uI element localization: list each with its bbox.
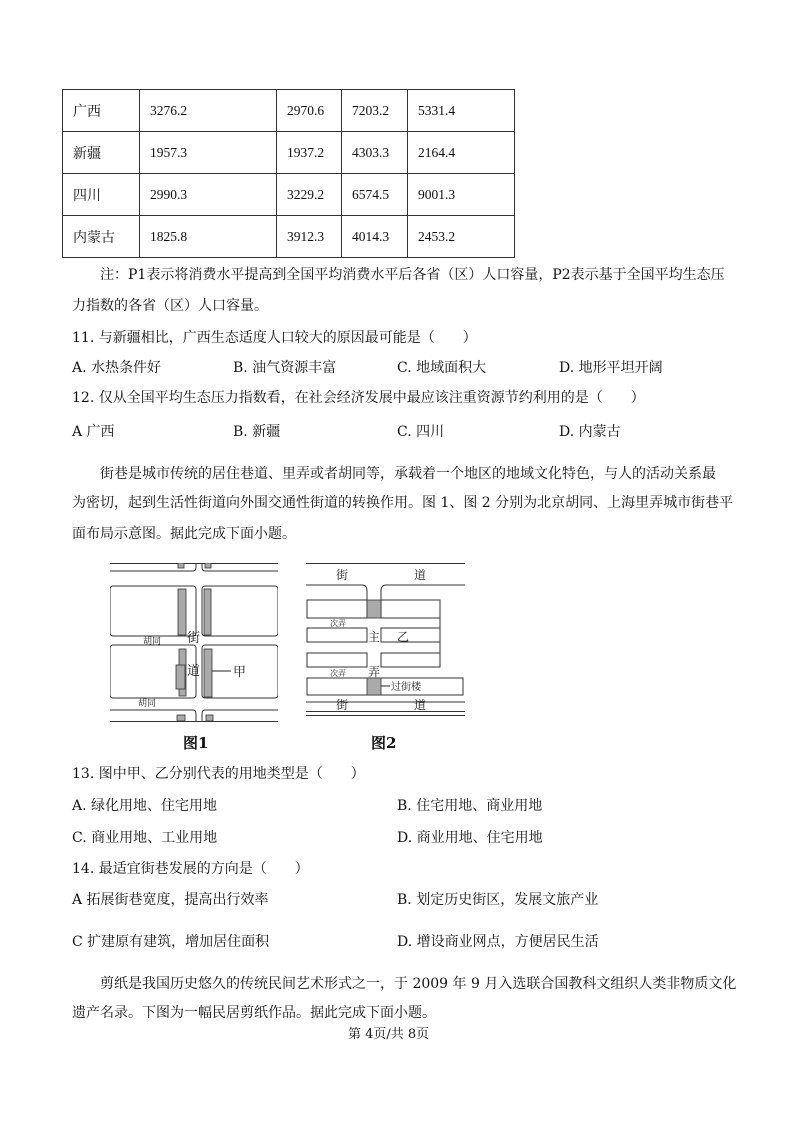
option-b: B. 划定历史街区，发展文旅产业 — [397, 892, 599, 908]
label-hutong: 胡同 — [143, 637, 162, 647]
label-street: 街 — [336, 698, 349, 712]
label-overpass-building: 过街楼 — [391, 682, 421, 693]
label-street: 道 — [414, 568, 427, 582]
label-hutong: 胡同 — [138, 699, 157, 709]
label-street: 道 — [414, 698, 427, 712]
option-d: D. 商业用地、住宅用地 — [397, 830, 543, 846]
label-street: 道 — [187, 664, 201, 679]
table-note: 注：P1表示将消费水平提高到全国平均消费水平后各省（区）人口容量，P2表示基于全国平均生态压 — [100, 267, 725, 283]
option-a: A. 水热条件好 — [72, 360, 162, 376]
option-a: A 拓展街巷宽度，提高出行效率 — [72, 892, 269, 908]
option-c: C. 商业用地、工业用地 — [72, 830, 218, 846]
passage-text: 面布局示意图。据此完成下面小题。 — [72, 526, 296, 542]
label-main-alley: 主 — [368, 630, 381, 644]
question-13: 13. 图中甲、乙分别代表的用地类型是（ ） — [72, 766, 365, 782]
option-c: C. 四川 — [397, 424, 445, 440]
label-cinong: 次弄 — [330, 669, 346, 678]
option-a: A. 绿化用地、住宅用地 — [72, 798, 218, 814]
option-c: C 扩建原有建筑，增加居住面积 — [72, 934, 270, 950]
table-note: 力指数的各省（区）人口容量。 — [72, 298, 268, 314]
option-b: B. 油气资源丰富 — [233, 360, 337, 376]
option-d: D. 内蒙古 — [559, 424, 621, 440]
figure-1-caption: 图1 — [183, 734, 209, 752]
option-d: D. 地形平坦开阔 — [559, 360, 663, 376]
label-cinong: 次弄 — [330, 619, 346, 628]
label-street: 街 — [187, 631, 201, 646]
option-b: B. 新疆 — [233, 424, 281, 440]
option-a: A 广西 — [72, 424, 115, 440]
label-jia: 甲 — [233, 665, 247, 680]
table-row: 新疆 1957.3 1937.2 4303.3 2164.4 — [63, 132, 515, 174]
population-table — [62, 89, 515, 258]
label-street: 街 — [336, 568, 349, 582]
passage-text: 为密切，起到生活性街道向外围交通性街道的转换作用。图 1、图 2 分别为北京胡同、上海里弄城市街巷平 — [72, 495, 734, 511]
figure-2-caption: 图2 — [371, 734, 397, 752]
label-main-alley: 弄 — [368, 665, 381, 679]
passage-text: 街巷是城市传统的居住巷道、里弄或者胡同等，承载着一个地区的地域文化特色，与人的活动关系最 — [100, 466, 716, 482]
figure-1-hutong-map — [110, 563, 278, 723]
table-row: 内蒙古 1825.8 3912.3 4014.3 2453.2 — [63, 216, 515, 258]
question-12: 12. 仅从全国平均生态压力指数看，在社会经济发展中最应该注重资源节约利用的是（ ） — [72, 390, 645, 406]
question-11: 11. 与新疆相比，广西生态适度人口较大的原因最可能是（ ） — [72, 330, 477, 346]
table-row: 广西 3276.2 2970.6 7203.2 5331.4 — [63, 90, 515, 132]
page-footer: 第 4页/共 8页 — [348, 1027, 430, 1042]
label-yi: 乙 — [397, 630, 410, 644]
question-14: 14. 最适宜街巷发展的方向是（ ） — [72, 861, 309, 877]
passage-text: 遗产名录。下图为一幅民居剪纸作品。据此完成下面小题。 — [72, 1005, 436, 1021]
passage-text: 剪纸是我国历史悠久的传统民间艺术形式之一，于 2009 年 9 月入选联合国教科文组织人类非物质文化 — [100, 976, 737, 992]
figure-2-lilong-map — [306, 563, 466, 718]
option-d: D. 增设商业网点，方便居民生活 — [397, 934, 599, 950]
table-row: 四川 2990.3 3229.2 6574.5 9001.3 — [63, 174, 515, 216]
option-b: B. 住宅用地、商业用地 — [397, 798, 543, 814]
option-c: C. 地域面积大 — [397, 360, 487, 376]
